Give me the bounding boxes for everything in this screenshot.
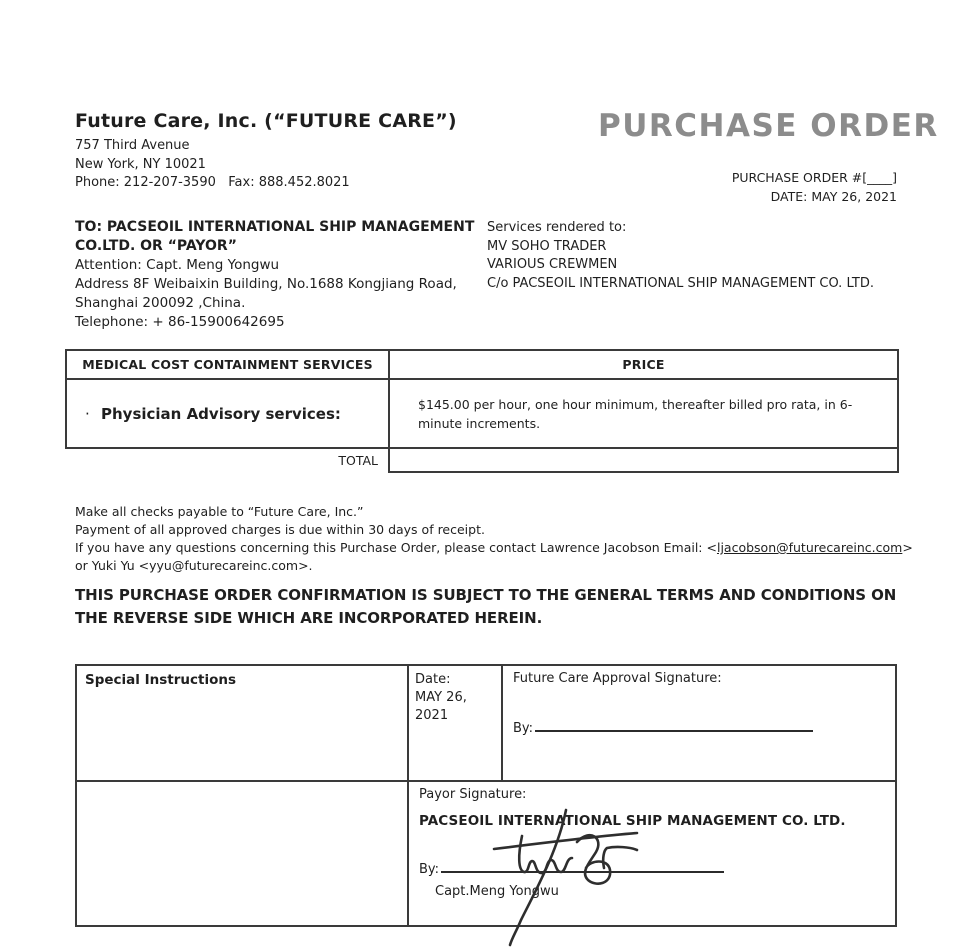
- confirmation-line1: THIS PURCHASE ORDER CONFIRMATION IS SUBJECT TO THE GENERAL TERMS AND CONDITIONS ON: [75, 586, 897, 604]
- payor-to-line1: TO: PACSEOIL INTERNATIONAL SHIP MANAGEMENT: [75, 219, 475, 235]
- contact-text-suffix: >: [902, 540, 913, 555]
- table-total-row: [66, 448, 898, 472]
- terms-line-alt-contact: or Yuki Yu <yyu@futurecareinc.com>.: [75, 558, 313, 573]
- approval-signature-label: Future Care Approval Signature:: [513, 671, 722, 686]
- payment-terms: [75, 503, 913, 575]
- total-value-cell: [389, 448, 898, 472]
- date-label: Date:: [415, 672, 451, 687]
- services-rendered-co: C/o PACSEOIL INTERNATIONAL SHIP MANAGEMENT CO. LTD.: [487, 275, 874, 291]
- payor-signature-cell: [408, 781, 896, 926]
- special-instructions-cell: [76, 665, 408, 781]
- po-date: DATE: MAY 26, 2021: [770, 189, 897, 204]
- po-number: PURCHASE ORDER #[____]: [731, 170, 897, 185]
- table-row: [66, 379, 898, 448]
- payor-address-line2: Shanghai 200092 ,China.: [75, 295, 246, 311]
- payor-signature-label: Payor Signature:: [419, 787, 527, 802]
- vendor-header: [75, 110, 457, 193]
- payor-by-line: [419, 860, 885, 877]
- special-instructions-empty-cell: [76, 781, 408, 926]
- order-meta: [732, 168, 897, 206]
- confirmation-line2: THE REVERSE SIDE WHICH ARE INCORPORATED HEREIN.: [75, 609, 543, 627]
- payor-telephone: Telephone: + 86-15900642695: [75, 314, 285, 330]
- approval-by-line: [513, 719, 885, 736]
- signature-table: [75, 664, 897, 927]
- approval-signature-cell: [502, 665, 896, 781]
- approval-signature-line: [535, 719, 813, 732]
- bullet-icon: ·: [85, 404, 90, 423]
- date-cell: [408, 665, 502, 781]
- payor-signature-line: [441, 860, 724, 873]
- vendor-phone-fax: Phone: 212-207-3590 Fax: 888.452.8021: [75, 175, 350, 190]
- payor-company-name: PACSEOIL INTERNATIONAL SHIP MANAGEMENT CO. LTD.: [419, 813, 846, 829]
- column-header-price: PRICE: [389, 350, 898, 379]
- payor-to-line2: CO.LTD. OR “PAYOR”: [75, 238, 237, 254]
- payor-signatory-name: Capt.Meng Yongwu: [435, 884, 559, 899]
- column-header-services: MEDICAL COST CONTAINMENT SERVICES: [66, 350, 389, 379]
- price-cell: $145.00 per hour, one hour minimum, thereafter billed pro rata, in 6-minute increments.: [389, 379, 898, 448]
- approval-by-label: By:: [513, 721, 534, 736]
- confirmation-statement: [75, 584, 896, 630]
- vendor-name: Future Care, Inc. (“FUTURE CARE”): [75, 110, 457, 132]
- date-value-line2: 2021: [415, 708, 449, 723]
- services-rendered-block: [487, 219, 874, 293]
- payor-address-block: [75, 218, 474, 332]
- payor-address-line1: Address 8F Weibaixin Building, No.1688 Kongjiang Road,: [75, 276, 457, 292]
- payor-attention: Attention: Capt. Meng Yongwu: [75, 257, 280, 273]
- date-value-line1: MAY 26,: [415, 690, 467, 705]
- terms-line-payment: Payment of all approved charges is due within 30 days of receipt.: [75, 522, 485, 537]
- services-rendered-vessel: MV SOHO TRADER: [487, 238, 607, 254]
- terms-line-checks: Make all checks payable to “Future Care, Inc.”: [75, 504, 364, 519]
- payor-row: [76, 781, 896, 926]
- vendor-address-line2: New York, NY 10021: [75, 156, 206, 172]
- service-name: Physician Advisory services:: [101, 404, 341, 423]
- services-rendered-crew: VARIOUS CREWMEN: [487, 257, 618, 272]
- services-price-table: [65, 349, 899, 473]
- table-header-row: [66, 350, 898, 379]
- total-label: TOTAL: [338, 453, 378, 468]
- payor-by-label: By:: [419, 862, 440, 877]
- contact-text: If you have any questions concerning this Purchase Order, please contact Lawrence Jacobson Email: <: [75, 540, 717, 555]
- approval-row: [76, 665, 896, 781]
- services-rendered-label: Services rendered to:: [487, 220, 627, 235]
- page-title: PURCHASE ORDER: [598, 108, 939, 144]
- special-instructions-label: Special Instructions: [85, 672, 237, 688]
- terms-line-contact: [75, 539, 913, 557]
- vendor-address-line1: 757 Third Avenue: [75, 138, 190, 153]
- email-link[interactable]: ljacobson@futurecareinc.com: [716, 540, 903, 555]
- service-cell: [66, 379, 389, 448]
